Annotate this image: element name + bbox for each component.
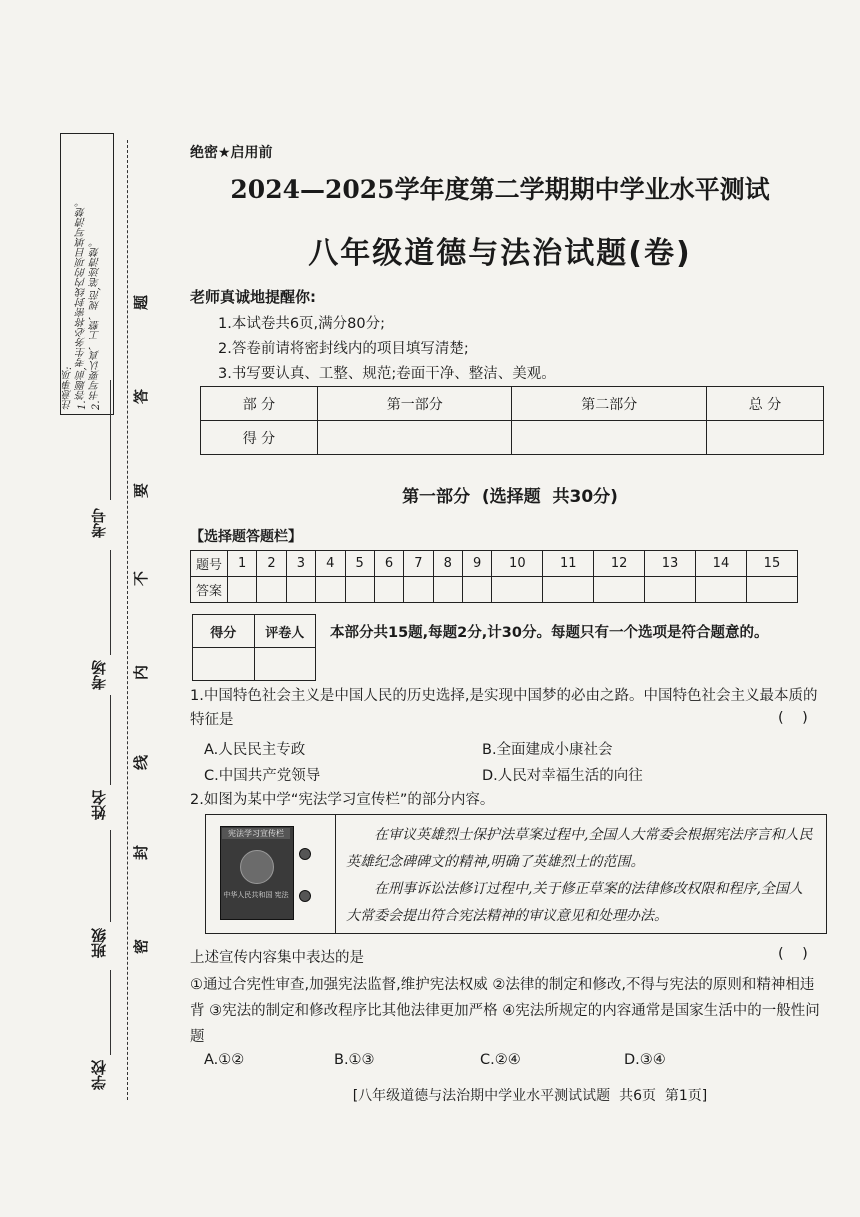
section-heading: 第一部分 (选择题 共30分) [402,487,618,507]
answer-cell[interactable] [404,577,433,603]
q1-stem: 1.中国特色社会主义是中国人民的历史选择,是实现中国梦的必由之路。中国特色社会主义最本质的特征是 [190,688,818,728]
page-footer: [八年级道德与法治期中学业水平测试试题 共6页 第1页] [352,1088,708,1104]
question-number-cell: 8 [433,551,462,577]
notice-text: 注意事项: 1.答题前,考生务必将密封线内的项目填写清楚。 2.书写要认真、工整、规范,笔迹清楚。 [63,197,102,410]
seal-char-2: 答 [132,388,151,405]
seal-char-8: 密 [132,938,151,955]
q2-option-a[interactable]: A.①② [204,1052,245,1068]
question-number-cell: 11 [543,551,594,577]
question-number-cell: 7 [404,551,433,577]
exam-room-field[interactable] [110,550,111,655]
q2-stem: 2.如图为某中学“宪法学习宣传栏”的部分内容。 [190,792,495,808]
question-number-cell: 6 [374,551,403,577]
q1-option-c[interactable]: C.中国共产党领导 [204,768,321,784]
school-field[interactable] [110,970,111,1055]
answer-cell[interactable] [345,577,374,603]
score-header-part1: 第一部分 [317,387,512,421]
rule-1: 1.本试卷共6页,满分80分; [218,316,386,332]
answer-row-label-ans: 答案 [191,577,228,603]
answer-bar-label: 【选择题答题栏】 [190,529,302,545]
seal-line [127,140,128,1100]
name-field[interactable] [110,695,111,785]
answer-cell[interactable] [492,577,543,603]
question-number-cell: 15 [746,551,797,577]
rule-2: 2.答卷前请将密封线内的项目填写清楚; [218,341,469,357]
question-number-cell: 1 [228,551,257,577]
q1-option-a[interactable]: A.人民民主专政 [204,742,306,758]
answer-table [190,550,798,603]
q2-statements: ①通过合宪性审查,加强宪法监督,维护宪法权威 ②法律的制定和修改,不得与宪法的原则和精神相违背 ③宪法的制定和修改程序比其他法律更加严格 ④宪法所规定的内容通常是国家生活中的一般性问题 [190,977,820,1045]
score-header-part2: 第二部分 [512,387,707,421]
bead-icon [299,848,311,860]
answer-cell[interactable] [543,577,594,603]
book-subtitle: 中华人民共和国 宪法 [223,891,289,899]
q2-lead: 上述宣传内容集中表达的是 [190,950,364,966]
q1-option-d[interactable]: D.人民对幸福生活的向往 [482,768,643,784]
greeting: 老师真诚地提醒你: [190,288,316,306]
question-number-cell: 12 [594,551,645,577]
grade-cell-grader[interactable] [254,648,316,681]
national-emblem-icon [240,850,274,884]
question-number-cell: 14 [696,551,747,577]
school-label: 学校 [90,1060,108,1090]
answer-cell[interactable] [645,577,696,603]
answer-cell[interactable] [316,577,345,603]
grade-table [192,614,316,681]
question-number-cell: 10 [492,551,543,577]
answer-cell[interactable] [696,577,747,603]
q1-answer-paren[interactable]: ( ) [778,710,808,726]
score-row-label: 得 分 [201,421,318,455]
bead-icon [299,890,311,902]
answer-row-label-num: 题号 [191,551,228,577]
board-divider [335,814,336,934]
answer-cell[interactable] [433,577,462,603]
question-number-cell: 2 [257,551,286,577]
board-paragraph-2: 在刑事诉讼法修订过程中,关于修正草案的法律修改权限和程序,全国人大常委会提出符合宪法精神的审议意见和处理办法。 [346,881,803,924]
class-field[interactable] [110,830,111,922]
question-number-cell: 13 [645,551,696,577]
grade-header-grader: 评卷人 [254,615,316,648]
question-number-cell: 4 [316,551,345,577]
q2-answer-paren[interactable]: ( ) [778,946,808,962]
seal-char-1: 题 [132,294,151,311]
q2-option-d[interactable]: D.③④ [624,1052,666,1068]
board-paragraph-1: 在审议英雄烈士保护法草案过程中,全国人大常委会根据宪法序言和人民英雄纪念碑碑文的精神,明确了英雄烈士的范围。 [346,827,813,870]
grade-header-score: 得分 [193,615,255,648]
book-title: 宪法学习宣传栏 [222,828,290,839]
secret-label: 绝密★启用前 [190,145,273,161]
answer-cell[interactable] [286,577,315,603]
seal-char-6: 线 [132,754,151,771]
exam-number-label: 考号 [90,508,108,538]
part-description: 本部分共15题,每题2分,计30分。每题只有一个选项是符合题意的。 [330,625,769,641]
score-table [200,386,824,455]
grade-cell-score[interactable] [193,648,255,681]
answer-cell[interactable] [228,577,257,603]
exam-subtitle: 八年级道德与法治试题(卷) [308,236,692,271]
name-label: 姓名 [90,790,108,820]
q1-option-b[interactable]: B.全面建成小康社会 [482,742,613,758]
score-header-total: 总 分 [707,387,824,421]
seal-char-3: 要 [132,482,151,499]
question-number-cell: 9 [463,551,492,577]
board-text [346,822,816,930]
seal-char-4: 不 [132,570,151,587]
q2-option-b[interactable]: B.①③ [334,1052,375,1068]
seal-char-5: 内 [132,664,151,681]
rule-3: 3.书写要认真、工整、规范;卷面干净、整洁、美观。 [218,366,556,382]
answer-cell[interactable] [257,577,286,603]
score-cell-total[interactable] [707,421,824,455]
seal-char-7: 封 [132,844,151,861]
exam-title: 2024—2025学年度第二学期期中学业水平测试 [230,175,770,204]
question-number-cell: 5 [345,551,374,577]
class-label: 班级 [90,928,108,958]
answer-cell[interactable] [463,577,492,603]
answer-cell[interactable] [746,577,797,603]
score-header-part: 部 分 [201,387,318,421]
score-cell-part1[interactable] [317,421,512,455]
q2-option-c[interactable]: C.②④ [480,1052,521,1068]
answer-cell[interactable] [374,577,403,603]
question-number-cell: 3 [286,551,315,577]
exam-room-label: 考场 [90,660,108,690]
exam-number-field[interactable] [110,380,111,500]
score-cell-part2[interactable] [512,421,707,455]
answer-cell[interactable] [594,577,645,603]
